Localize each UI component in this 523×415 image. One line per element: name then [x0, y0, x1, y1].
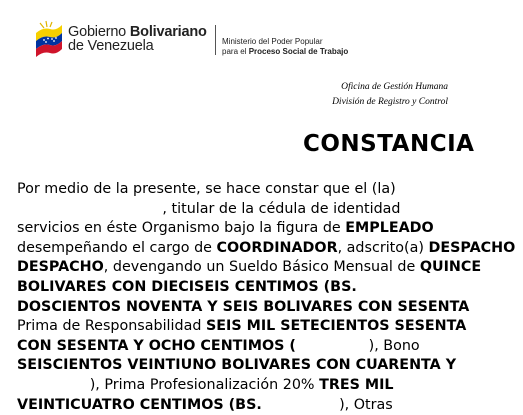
body-bold-text: BOLIVARES CON DIECISEIS CENTIMOS (BS.: [17, 278, 357, 295]
body-text: desempeñando el cargo de: [17, 239, 217, 256]
ministry-line2-bold: Proceso Social de Trabajo: [248, 47, 349, 56]
body-bold-text: DOSCIENTOS NOVENTA Y SEIS BOLIVARES CON SESENTA: [17, 298, 470, 315]
body-text: ), Otras: [261, 396, 393, 413]
government-name-bold: Bolivariano: [129, 24, 207, 40]
body-text: Por medio de la presente, se hace constar que el (la): [17, 181, 401, 197]
government-name-light: Gobierno: [68, 24, 130, 40]
office-block: [300, 80, 448, 110]
body-line: [17, 356, 523, 376]
letterhead: [28, 17, 388, 61]
body-line: [17, 337, 523, 357]
body-bold-text: DESPACHO: [17, 259, 104, 276]
body-line: [17, 317, 523, 337]
office-line2: División de Registro y Control: [332, 97, 448, 107]
body-line: [17, 200, 523, 220]
body-line: [17, 258, 523, 278]
document-title: CONSTANCIA: [303, 131, 475, 157]
office-line1: Oficina de Gestión Humana: [341, 82, 448, 92]
government-name-line2: de Venezuela: [68, 38, 154, 54]
document-body: [17, 180, 523, 415]
body-text: ), Bono: [295, 337, 420, 354]
body-bold-text: VEINTICUATRO CENTIMOS (BS.: [17, 396, 262, 413]
ministry-line2-prefix: para el: [222, 47, 249, 56]
body-bold-text: DESPACHO: [428, 239, 516, 256]
body-text: servicios en éste Organismo bajo la figura de: [17, 220, 346, 237]
body-text: , devengando un Sueldo Básico Mensual de: [103, 259, 420, 276]
body-line: [17, 376, 523, 396]
body-line: [17, 239, 523, 259]
government-name: [68, 25, 207, 53]
body-line: [17, 298, 523, 318]
body-bold-text: CON SESENTA Y OCHO CENTIMOS (: [17, 337, 296, 354]
body-text: Prima de Responsabilidad: [17, 318, 206, 335]
body-line: [17, 278, 523, 298]
body-bold-text: SEISCIENTOS VEINTIUNO BOLIVARES CON CUARENTA Y: [17, 357, 457, 374]
body-bold-text: SEIS MIL SETECIENTOS SESENTA: [205, 318, 467, 335]
ministry-name: [222, 37, 348, 57]
ministry-line1: Ministerio del Poder Popular: [222, 37, 323, 46]
body-text: , titular de la cédula de identidad: [17, 200, 401, 217]
body-line: [17, 396, 523, 415]
body-bold-text: EMPLEADO: [345, 220, 434, 237]
body-line: [17, 180, 523, 200]
body-bold-text: TRES MIL: [319, 376, 394, 393]
body-bold-text: COORDINADOR: [216, 239, 338, 256]
body-line: [17, 219, 523, 239]
body-text: ), Prima Profesionalización 20%: [17, 376, 320, 393]
body-bold-text: QUINCE: [419, 259, 482, 276]
header-divider: [215, 25, 216, 55]
body-text: , adscrito(a): [337, 239, 429, 256]
venezuela-seal-icon: [34, 19, 64, 59]
